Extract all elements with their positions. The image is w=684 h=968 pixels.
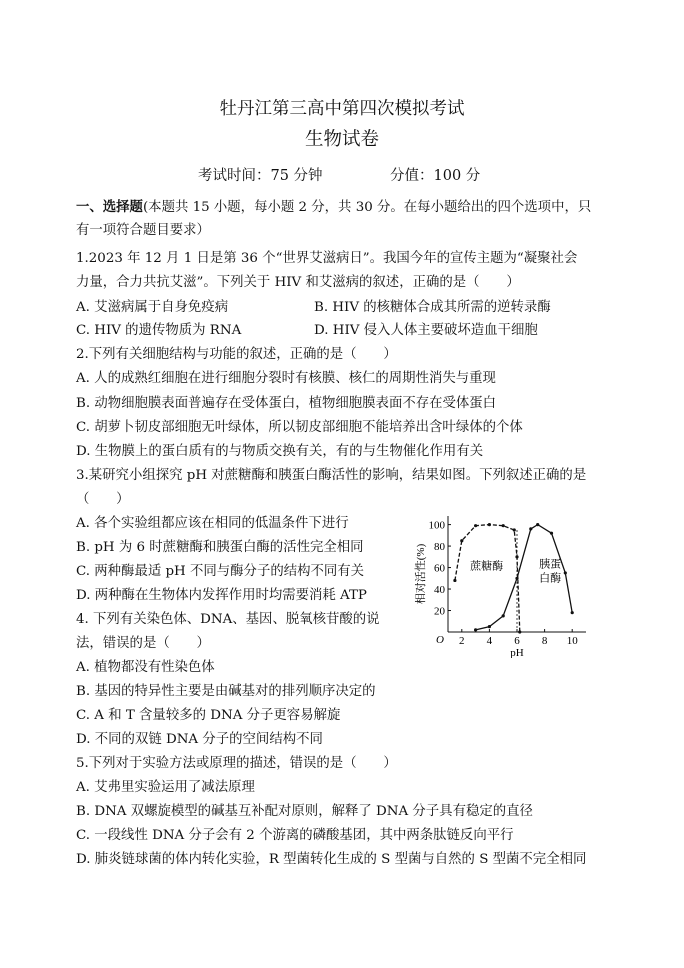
data-point xyxy=(474,628,477,631)
q1-option-c: C. HIV 的遗传物质为 RNA xyxy=(76,323,242,338)
q3-stem-line1: 3.某研究小组探究 pH 对蔗糖酶和胰蛋白酶活性的影响，结果如图。下列叙述正确的是 xyxy=(76,468,587,483)
exam-time: 考试时间：75 分钟 xyxy=(198,168,323,184)
q4-option-c: C. A 和 T 含量较多的 DNA 分子更容易解旋 xyxy=(76,708,341,723)
q1-stem-line1: 1.2023 年 12 月 1 日是第 36 个“世界艾滋病日”。我国今年的宣传主题为“凝聚社会 xyxy=(76,251,578,266)
section-instructions xyxy=(76,198,591,217)
school-title: 牡丹江第三高中第四次模拟考试 xyxy=(219,99,465,119)
q5-option-b: B. DNA 双螺旋模型的碱基互补配对原则，解释了 DNA 分子具有稳定的直径 xyxy=(76,804,533,819)
q2-option-b: B. 动物细胞膜表面普遍存在受体蛋白，植物细胞膜表面不存在受体蛋白 xyxy=(76,396,497,411)
q2-option-a: A. 人的成熟红细胞在进行细胞分裂时有核膜、核仁的周期性消失与重现 xyxy=(76,371,496,386)
data-point xyxy=(515,577,518,580)
q2-stem: 2.下列有关细胞结构与功能的叙述，正确的是（ ） xyxy=(76,347,397,362)
q3-option-d: D. 两种酶在生物体内发挥作用时均需要消耗 ATP xyxy=(76,588,367,603)
data-point xyxy=(513,528,516,531)
y-tick-label: 40 xyxy=(434,584,445,597)
data-point xyxy=(571,611,574,614)
x-tick-label: 4 xyxy=(486,635,493,647)
q4-option-a: A. 植物都没有性染色体 xyxy=(76,660,215,675)
y-tick-label: 60 xyxy=(434,562,445,575)
q2-option-d: D. 生物膜上的蛋白质有的与物质交换有关，有的与生物催化作用有关 xyxy=(76,444,484,459)
q5-option-a: A. 艾弗里实验运用了减法原理 xyxy=(76,780,255,795)
data-point xyxy=(502,614,505,617)
data-point xyxy=(488,625,491,628)
q1-option-d: D. HIV 侵入人体主要破坏造血干细胞 xyxy=(314,323,538,338)
data-point xyxy=(474,524,477,527)
q5-option-c: C. 一段线性 DNA 分子会有 2 个游离的磷酸基团，其中两条肽链反向平行 xyxy=(76,828,514,843)
origin-label: O xyxy=(436,634,444,646)
section-instructions-b: 有一项符合题目要求） xyxy=(76,223,210,238)
q3-option-a: A. 各个实验组都应该在相同的低温条件下进行 xyxy=(76,516,349,531)
exam-score: 分值：100 分 xyxy=(390,168,481,184)
x-tick-label: 8 xyxy=(541,635,548,647)
subject-title: 生物试卷 xyxy=(304,129,379,150)
q3-option-c: C. 两种酶最适 pH 不同与酶分子的结构不同有关 xyxy=(76,564,365,579)
series-label-trypsin: 胰蛋 xyxy=(539,558,562,571)
y-tick-label: 20 xyxy=(434,605,445,618)
y-tick-label: 100 xyxy=(428,519,445,532)
x-tick-label: 10 xyxy=(566,635,578,647)
x-axis-label: pH xyxy=(510,647,524,658)
data-point xyxy=(564,571,567,574)
data-point xyxy=(460,539,463,542)
q4-option-d: D. 不同的双链 DNA 分子的空间结构不同 xyxy=(76,732,323,747)
series-label-sucrase: 蔗糖酶 xyxy=(470,560,504,573)
q3-stem-line2: （ ） xyxy=(76,492,130,507)
data-point xyxy=(518,630,521,633)
q5-option-d: D. 肺炎链球菌的体内转化实验，R 型菌转化生成的 S 型菌与自然的 S 型菌不完全相同 xyxy=(76,852,587,867)
q5-stem: 5.下列对于实验方法或原理的描述，错误的是（ ） xyxy=(76,756,397,771)
data-point xyxy=(550,532,553,535)
q4-stem-line2: 法，错误的是（ ） xyxy=(76,636,210,651)
x-tick-label: 2 xyxy=(459,635,465,647)
data-point xyxy=(488,523,491,526)
y-axis-label: 相对活性(%) xyxy=(415,543,427,605)
section-instructions-a: (本题共 15 小题，每小题 2 分，共 30 分。在每小题给出的四个选项中，只 xyxy=(142,200,592,215)
series-label-trypsin: 白酶 xyxy=(539,572,562,585)
data-point xyxy=(502,524,505,527)
data-point xyxy=(515,555,518,558)
q2-option-c: C. 胡萝卜韧皮部细胞无叶绿体，所以韧皮部细胞不能培养出含叶绿体的个体 xyxy=(76,420,523,435)
enzyme-activity-chart xyxy=(410,508,590,658)
q4-stem-line1: 4. 下列有关染色体、DNA、基因、脱氧核苷酸的说 xyxy=(76,612,380,627)
data-point xyxy=(453,579,456,582)
q1-option-a: A. 艾滋病属于自身免疫病 xyxy=(76,300,229,315)
data-point xyxy=(529,527,532,530)
data-point xyxy=(536,523,539,526)
q4-option-b: B. 基因的特异性主要是由碱基对的排列顺序决定的 xyxy=(76,684,376,699)
x-tick-label: 6 xyxy=(514,635,520,647)
q1-option-b: B. HIV 的核糖体合成其所需的逆转录酶 xyxy=(314,300,551,315)
series-line-0 xyxy=(455,525,520,632)
section-heading: 一、选择题 xyxy=(76,199,143,215)
q3-option-b: B. pH 为 6 时蔗糖酶和胰蛋白酶的活性完全相同 xyxy=(76,540,364,555)
y-tick-label: 80 xyxy=(434,541,445,554)
q1-stem-line2: 力量，合力共抗艾滋”。下列关于 HIV 和艾滋病的叙述，正确的是（ ） xyxy=(76,275,520,290)
